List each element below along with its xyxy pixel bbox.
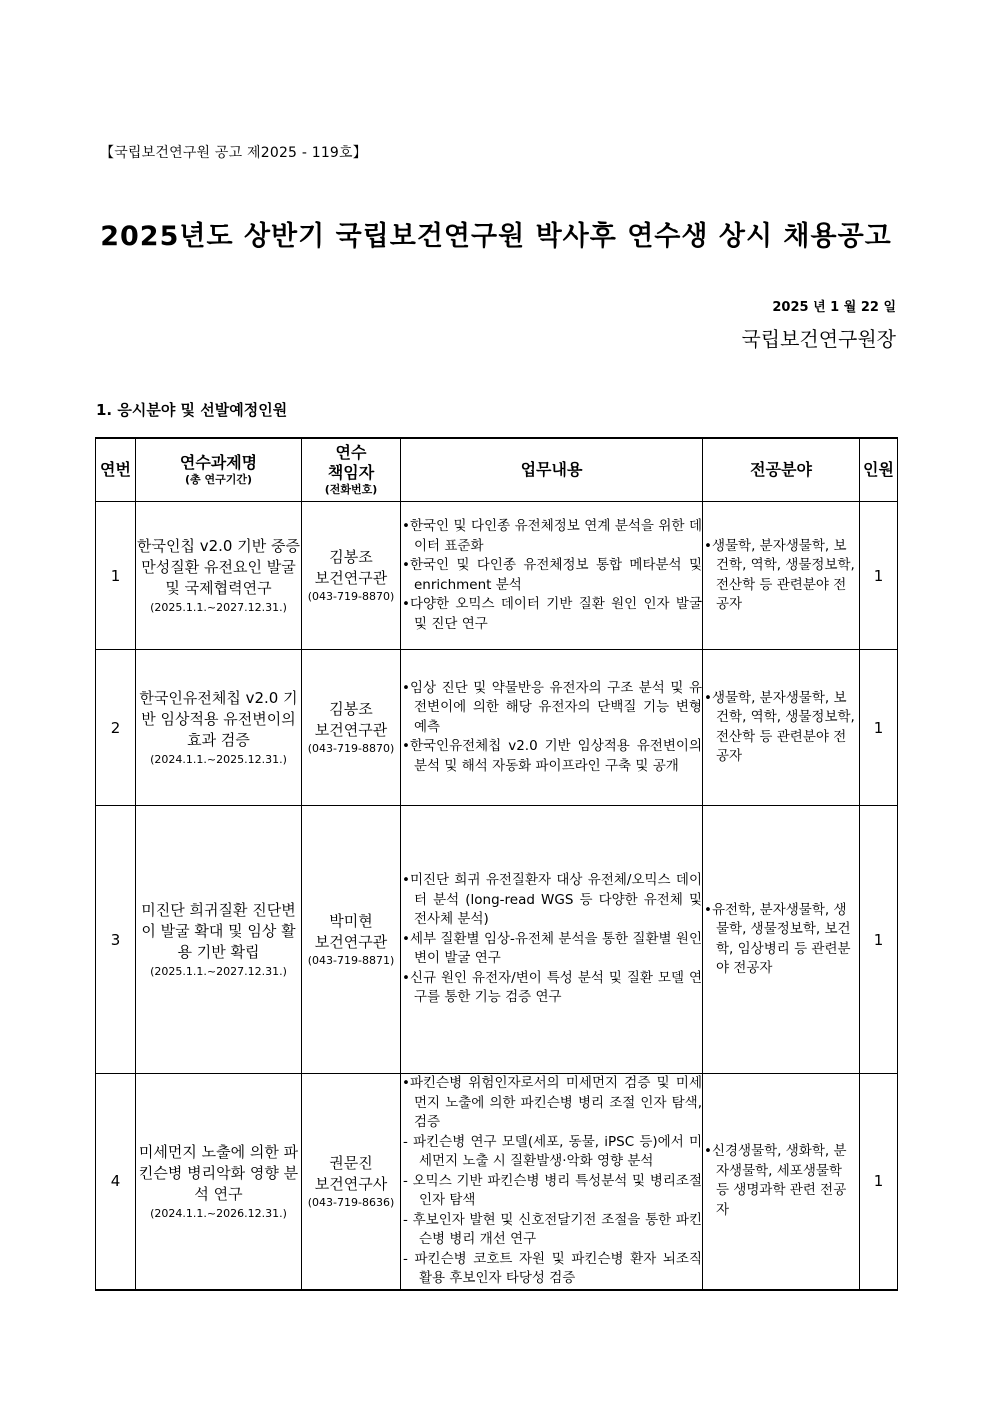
project-period: (2025.1.1.~2027.12.31.) [150, 965, 287, 978]
duty-item: •미진단 희귀 유전질환자 대상 유전체/오믹스 데이터 분석 (long-read WGS 등 다양한 유전체 및 전사체 분석) [402, 872, 702, 928]
row-no: 1 [96, 502, 136, 650]
pi-name: 김봉조 [329, 548, 373, 566]
table-row [96, 1074, 898, 1290]
project-title: 한국인칩 v2.0 기반 중증만성질환 유전요인 발굴 및 국제협력연구 [137, 537, 300, 597]
header-pi-sub: (전화번호) [324, 483, 378, 496]
duty-subitem: - 파킨슨병 연구 모델(세포, 동물, iPSC 등)에서 미세먼지 노출 시 질환발생·악화 영향 분석 [403, 1133, 702, 1169]
recruitment-table [95, 437, 898, 1291]
pi-name: 박미현 [329, 912, 373, 930]
row-pi [302, 502, 401, 650]
row-major [703, 1074, 860, 1290]
row-no: 3 [96, 806, 136, 1074]
row-count: 1 [860, 650, 898, 806]
duty-item: •다양한 오믹스 데이터 기반 질환 원인 인자 발굴 및 진단 연구 [402, 596, 702, 632]
row-title [136, 806, 302, 1074]
duty-item: •한국인유전체칩 v2.0 기반 임상적용 유전변이의 분석 및 해석 자동화 파이프라인 구축 및 공개 [402, 738, 702, 774]
project-period: (2025.1.1.~2027.12.31.) [150, 601, 287, 614]
duty-subitem: - 파킨슨병 코호트 자원 및 파킨슨병 환자 뇌조직 활용 후보인자 타당성 검증 [403, 1250, 702, 1286]
row-major [703, 806, 860, 1074]
row-pi [302, 650, 401, 806]
table-row [96, 650, 898, 806]
duty-item: •임상 진단 및 약물반응 유전자의 구조 분석 및 유전변이에 의한 해당 유전자의 단백질 기능 변형 예측 [402, 679, 702, 735]
major-text: •유전학, 분자생물학, 생물학, 생물정보학, 보건학, 임상병리 등 관련분야 전공자 [704, 901, 851, 976]
pi-phone: (043-719-8870) [307, 590, 395, 603]
duty-item: •파킨슨병 위험인자로서의 미세먼지 검증 및 미세먼지 노출에 의한 파킨슨병 병리 조절 인자 탐색, 검증 [402, 1075, 702, 1130]
duty-item: •신규 원인 유전자/변이 특성 분석 및 질환 모델 연구를 통한 기능 검증 연구 [402, 969, 702, 1006]
pi-role: 보건연구사 [314, 1174, 388, 1193]
row-major [703, 502, 860, 650]
pi-role: 보건연구관 [314, 721, 388, 739]
row-pi [302, 1074, 401, 1290]
header-title-label: 연수과제명 [179, 453, 258, 472]
row-count: 1 [860, 806, 898, 1074]
row-duties [401, 502, 703, 650]
row-major [703, 650, 860, 806]
pi-name: 김봉조 [329, 700, 373, 718]
row-title [136, 650, 302, 806]
pi-phone: (043-719-8871) [307, 954, 395, 967]
row-duties [401, 806, 703, 1074]
table-row [96, 806, 898, 1074]
duty-subitem: - 오믹스 기반 파킨슨병 병리 특성분석 및 병리조절인자 탐색 [403, 1172, 702, 1208]
major-text: •생물학, 분자생물학, 보건학, 역학, 생물정보학, 전산학 등 관련분야 전공자 [704, 689, 855, 764]
row-pi [302, 806, 401, 1074]
pi-name: 권문진 [329, 1153, 373, 1172]
duty-subitem: - 후보인자 발현 및 신호전달기전 조절을 통한 파킨슨병 병리 개선 연구 [403, 1211, 702, 1247]
header-duty: 업무내용 [401, 438, 703, 502]
duty-item: •세부 질환별 임상-유전체 분석을 통한 질환별 원인 변이 발굴 연구 [402, 930, 702, 967]
project-title: 한국인유전체칩 v2.0 기반 임상적용 유전변이의 효과 검증 [139, 689, 298, 749]
row-duties [401, 1074, 703, 1290]
major-text: •신경생물학, 생화학, 분자생물학, 세포생물학 등 생명과학 관련 전공자 [704, 1143, 847, 1218]
pi-role: 보건연구관 [314, 569, 388, 587]
row-title [136, 502, 302, 650]
notice-number: 【국립보건연구원 공고 제2025 - 119호】 [100, 145, 367, 161]
header-title [136, 438, 302, 502]
header-pi [302, 438, 401, 502]
header-pi-line1: 연수 [335, 443, 367, 462]
project-title: 미진단 희귀질환 진단변이 발굴 확대 및 임상 활용 기반 확립 [141, 901, 296, 961]
table-row [96, 502, 898, 650]
major-text: •생물학, 분자생물학, 보건학, 역학, 생물정보학, 전산학 등 관련분야 전공자 [704, 537, 855, 612]
issuer-name: 국립보건연구원장 [741, 327, 896, 351]
notice-date: 2025 년 1 월 22 일 [772, 300, 896, 315]
header-count: 인원 [860, 438, 898, 502]
header-major: 전공분야 [703, 438, 860, 502]
pi-phone: (043-719-8636) [307, 1195, 395, 1209]
table-header-row [96, 438, 898, 502]
header-no: 연번 [96, 438, 136, 502]
header-title-sub: (총 연구기간) [184, 473, 252, 486]
duty-item: •한국인 및 다인종 유전체정보 연계 분석을 위한 데이터 표준화 [402, 518, 702, 554]
row-duties [401, 650, 703, 806]
section-heading: 1. 응시분야 및 선발예정인원 [96, 401, 288, 419]
pi-phone: (043-719-8870) [307, 742, 395, 755]
row-title [136, 1074, 302, 1290]
row-count: 1 [860, 502, 898, 650]
row-count: 1 [860, 1074, 898, 1290]
project-period: (2024.1.1.~2026.12.31.) [150, 1206, 287, 1220]
pi-role: 보건연구관 [314, 933, 388, 951]
project-title: 미세먼지 노출에 의한 파킨슨병 병리악화 영향 분석 연구 [138, 1142, 299, 1203]
row-no: 4 [96, 1074, 136, 1290]
project-period: (2024.1.1.~2025.12.31.) [150, 753, 287, 766]
row-no: 2 [96, 650, 136, 806]
header-pi-line2: 책임자 [327, 463, 375, 482]
page-title: 2025년도 상반기 국립보건연구원 박사후 연수생 상시 채용공고 [100, 221, 892, 252]
duty-item: •한국인 및 다인종 유전체정보 통합 메타분석 및 enrichment 분석 [402, 557, 702, 593]
